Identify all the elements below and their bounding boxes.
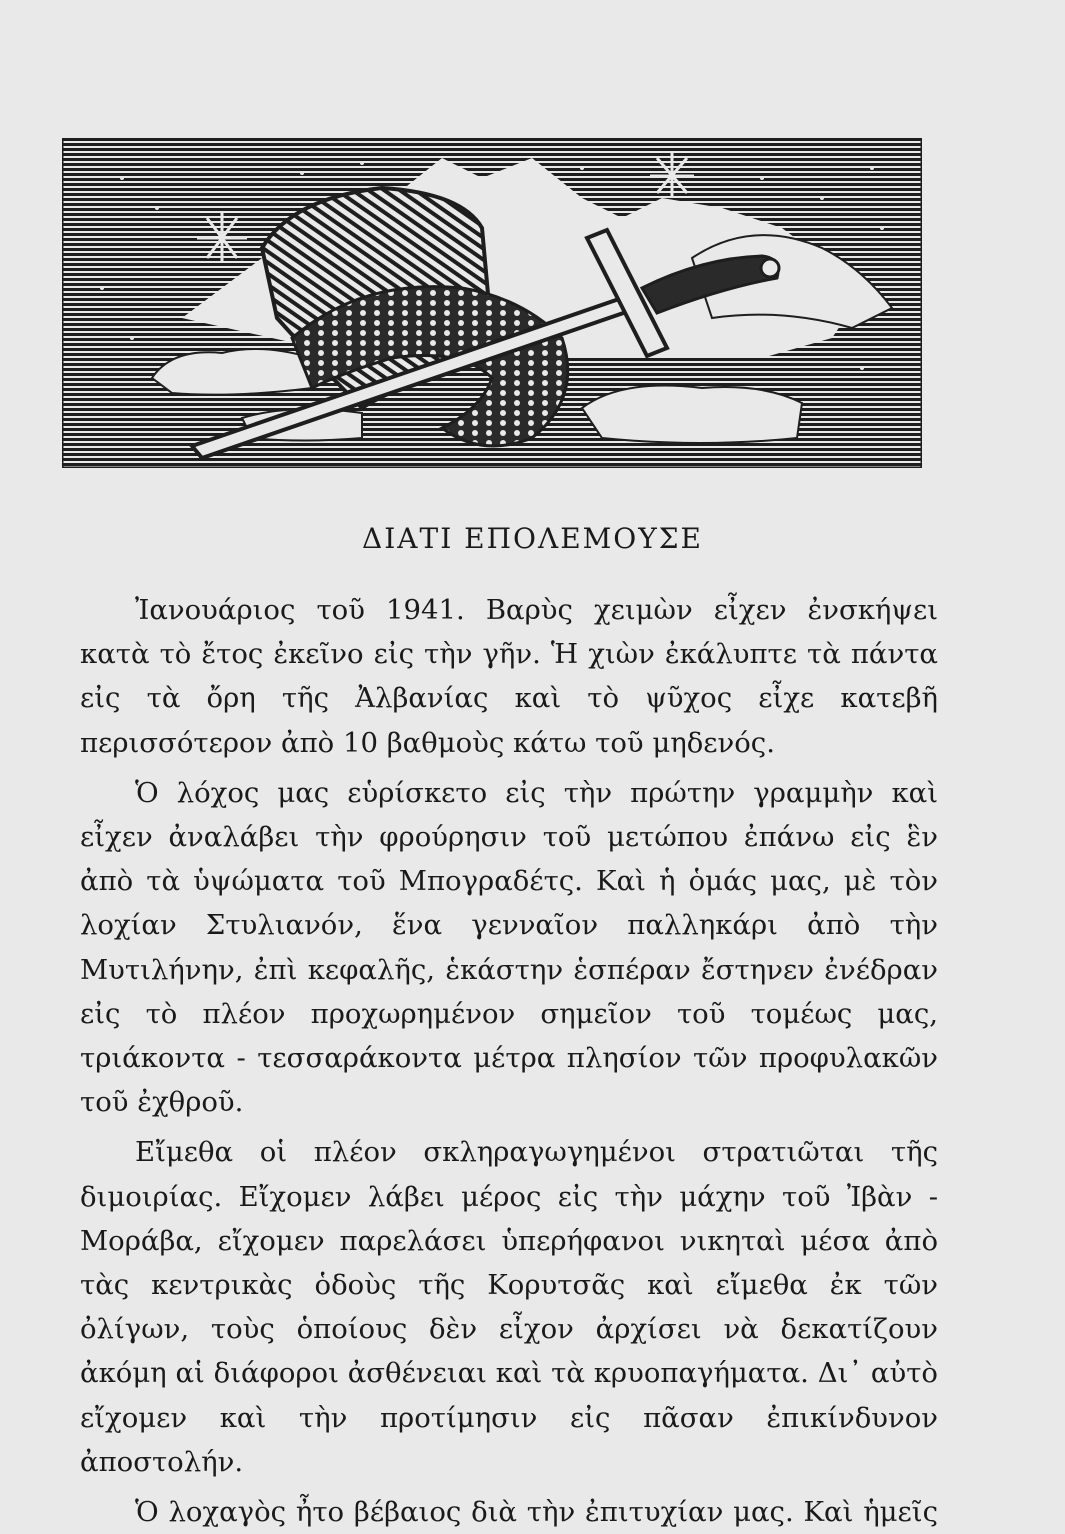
- paragraph: Εἴμεθα οἱ πλέον σκληραγωγημένοι στρατιῶται τῆς διμοιρίας. Εἴχομεν λάβει μέρος εἰς τὴν μάχην τοῦ Ἰβὰν - Μοράβα, εἴχομεν παρελάσει ὑπερήφανοι νικηταὶ μέσα ἀπὸ τὰς κεντρικὰς ὁδοὺς τῆς Κορυτσᾶς καὶ εἴμεθα ἐκ τῶν ὀλίγων, τοὺς ὁποίους δὲν εἶχον ἀρχίσει νὰ δεκατίζουν ἀκόμη αἱ διάφοροι ἀσθένειαι καὶ τὰ κρυοπαγήματα. Δι᾽ αὐτὸ εἴχομεν καὶ τὴν προτίμησιν εἰς πᾶσαν ἐπικίνδυνον ἀποστολήν.: [80, 1136, 938, 1478]
- chapter-title: ΔΙΑΤΙ ΕΠΟΛΕΜΟΥΣΕ: [362, 522, 703, 555]
- paragraph: Ὁ λόχος μας εὑρίσκετο εἰς τὴν πρώτην γραμμὴν καὶ εἶχεν ἀναλάβει τὴν φρούρησιν τοῦ μετώπου ἐπάνω εἰς ἓν ἀπὸ τὰ ὑψώματα τοῦ Μπογραδέτς. Καὶ ἡ ὁμάς μας, μὲ τὸν λοχίαν Στυλιανόν, ἕνα γενναῖον παλληκάρι ἀπὸ τὴν Μυτιλήνην, ἐπὶ κεφαλῆς, ἑκάστην ἑσπέραν ἔστηνεν ἐνέδραν εἰς τὸ πλέον προχωρημένον σημεῖον τοῦ τομέως μας, τριάκοντα - τεσσαράκοντα μέτρα πλησίον τῶν προφυλακῶν τοῦ ἐχθροῦ.: [80, 776, 938, 1119]
- chapter-body: [80, 588, 938, 1534]
- paragraph: Ὁ λοχαγὸς ἦτο βέβαιος διὰ τὴν ἐπιτυχίαν μας. Καὶ ἡμεῖς: [135, 1496, 938, 1529]
- paragraph: Ἰανουάριος τοῦ 1941. Βαρὺς χειμὼν εἶχεν ἐνσκήψει κατὰ τὸ ἔτος ἐκεῖνο εἰς τὴν γῆν. Ἡ χιὼν ἐκάλυπτε τὰ πάντα εἰς τὰ ὄρη τῆς Ἀλβανίας καὶ τὸ ψῦχος εἶχε κατεβῆ περισσότερον ἀπὸ 10 βαθμοὺς κάτω τοῦ μηδενός.: [80, 594, 938, 759]
- woodcut-helmet-sword-snow-icon: [62, 138, 922, 468]
- woodcut-illustration: [62, 138, 922, 468]
